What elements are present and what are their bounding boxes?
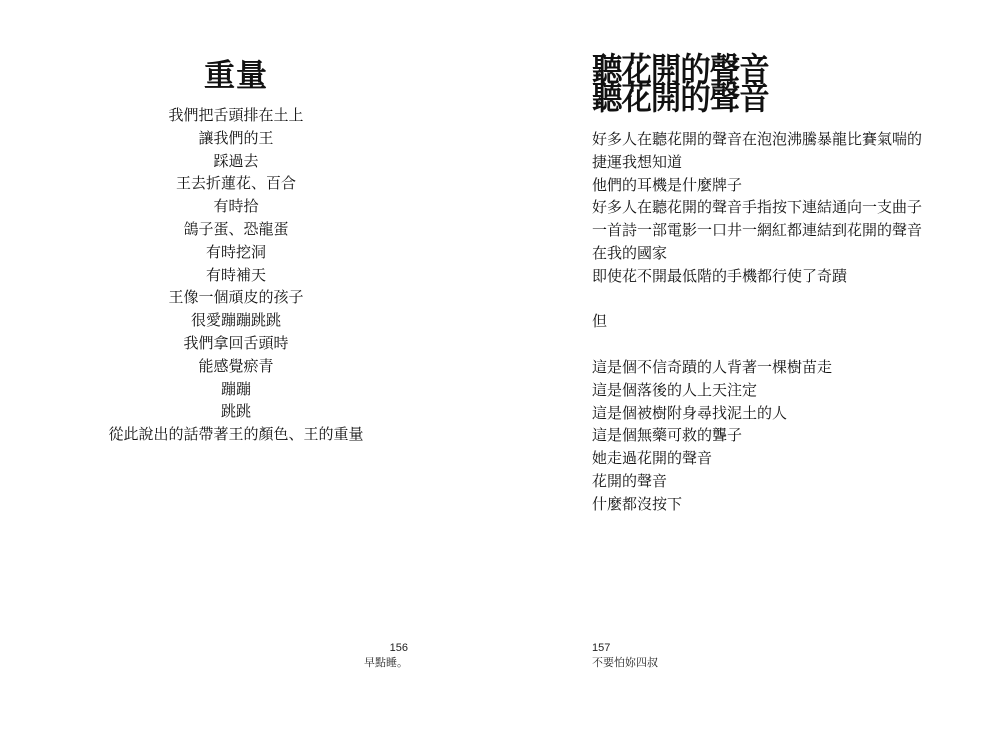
footer-left (364, 641, 408, 671)
poem-line: 這是個不信奇蹟的人背著一棵樹苗走 (592, 357, 833, 376)
poem-line: 但 (592, 312, 608, 331)
poem-line: 即使花不開最低階的手機都行使了奇蹟 (592, 266, 848, 285)
poem-line: 能感覺瘀青 (198, 356, 274, 375)
poem-line: 花開的聲音 (592, 471, 668, 490)
stanza-break (592, 333, 992, 356)
poem-body-left (86, 104, 386, 446)
poem-title-right (592, 50, 960, 117)
page-number-right: 157 (592, 642, 611, 654)
poem-line: 從此說出的話帶著王的顏色、王的重量 (108, 425, 364, 444)
footer-right (592, 641, 658, 671)
poem-line: 有時挖洞 (205, 242, 266, 261)
page-number-left: 156 (389, 642, 408, 654)
poem-line: 這是個無藥可救的聾子 (592, 426, 743, 445)
poem-line: 踩過去 (213, 151, 259, 170)
poem-line: 她走過花開的聲音 (592, 449, 713, 468)
poem-line: 好多人在聽花開的聲音在泡泡沸騰暴龍比賽氣喘的 (592, 130, 923, 148)
right-page (500, 0, 1000, 732)
poem-line: 蹦蹦 (220, 379, 251, 398)
poem-title-line: 聽花開的聲音 (592, 78, 769, 117)
poem-line: 王像一個頑皮的孩子 (168, 288, 304, 307)
poem-line: 我們拿回舌頭時 (183, 333, 289, 352)
poem-line: 很愛蹦蹦跳跳 (190, 311, 281, 330)
poem-body-right (592, 128, 992, 516)
poem-line: 他們的耳機是什麼牌子 (592, 175, 743, 194)
poem-line: 什麼都沒按下 (592, 494, 683, 513)
stanza-break (592, 288, 992, 311)
poem-title-left: 重量 (204, 58, 268, 94)
poem-line: 有時拾 (213, 197, 259, 216)
poem-line: 有時補天 (205, 265, 266, 284)
poem-line: 在我的國家 (592, 243, 668, 262)
poem-line: 捷運我想知道 (592, 152, 683, 171)
running-footer-right: 不要怕妳四叔 (592, 657, 658, 669)
poem-line: 這是個被樹附身尋找泥土的人 (592, 403, 788, 422)
poem-line: 讓我們的王 (198, 128, 274, 147)
poem-line: 這是個落後的人上天注定 (592, 380, 758, 399)
poem-line: 我們把舌頭排在土上 (168, 106, 304, 124)
poem-line: 好多人在聽花開的聲音手指按下連結通向一支曲子 (592, 198, 923, 217)
poem-title-line: 聽花開的聲音 (592, 50, 769, 89)
running-footer-left: 早點睡。 (364, 657, 408, 669)
poem-line: 王去折蓮花、百合 (175, 174, 296, 193)
poem-line: 一首詩一部電影一口井一網紅都連結到花開的聲音 (592, 221, 923, 240)
poem-line: 跳跳 (220, 402, 251, 421)
poem-line: 鴿子蛋、恐龍蛋 (183, 219, 289, 238)
